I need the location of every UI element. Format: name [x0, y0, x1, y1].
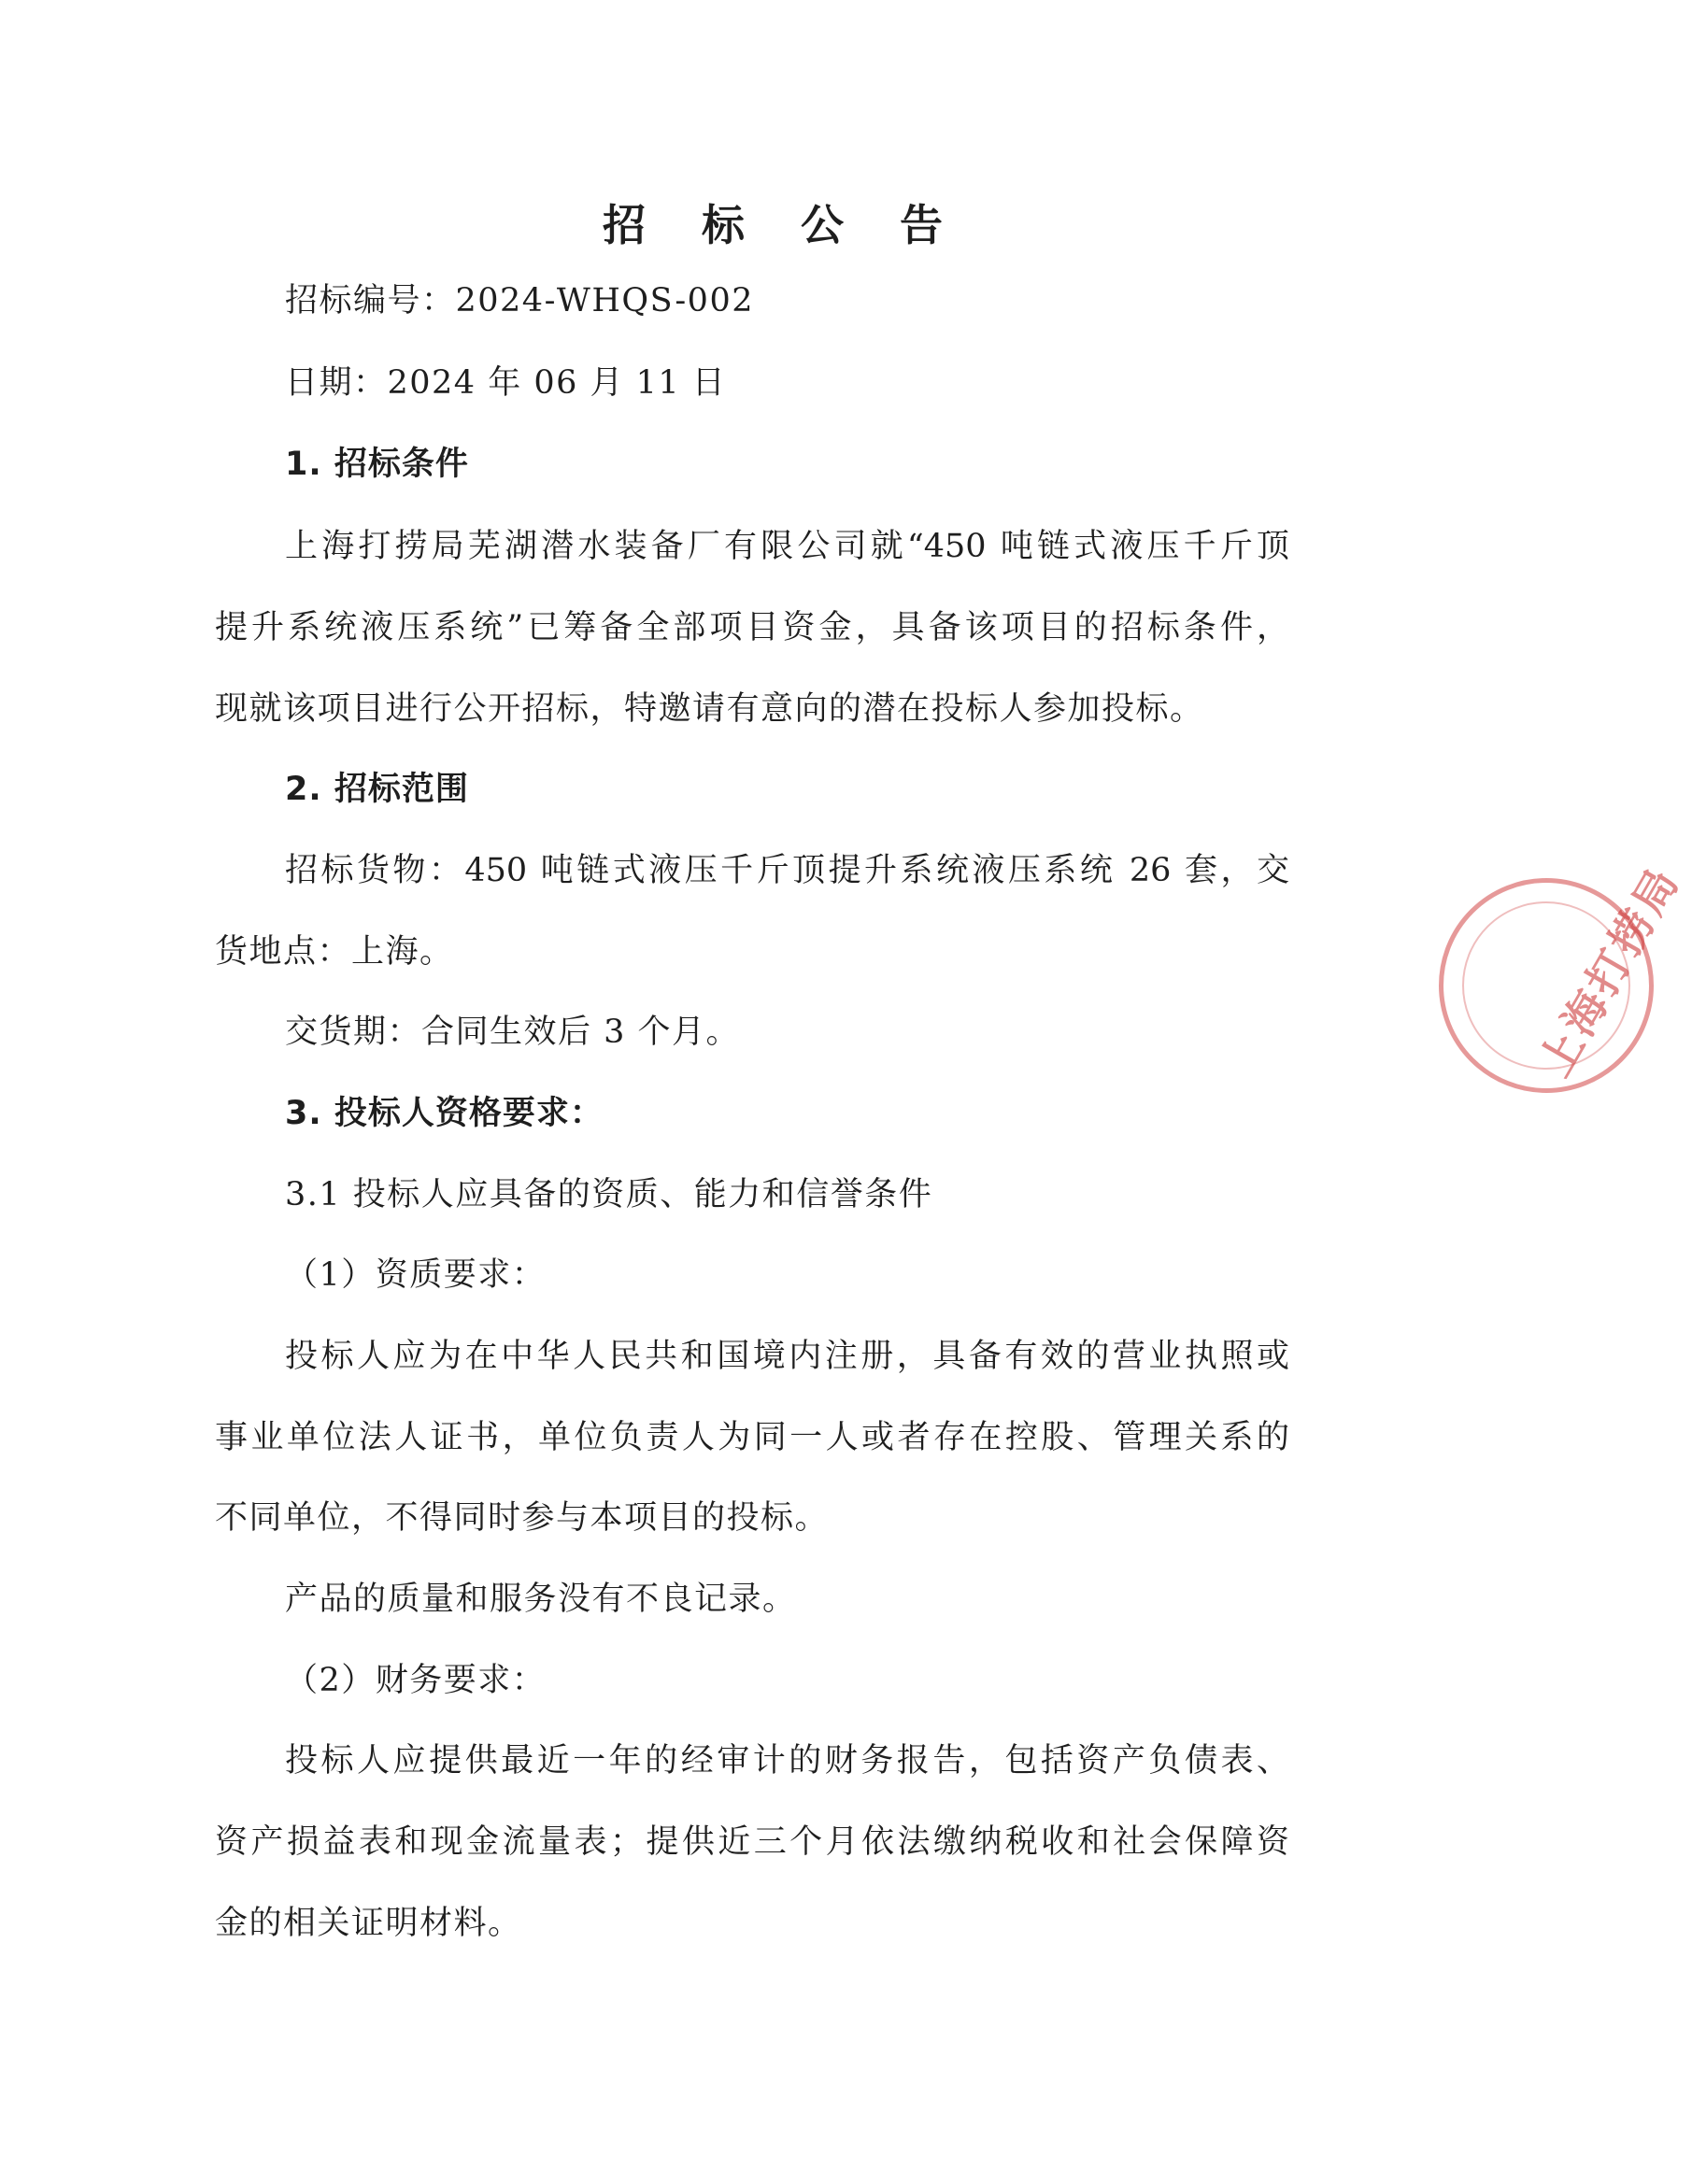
page-title: 招 标 公 告 — [602, 200, 964, 250]
paragraph-line: 上海打捞局芜湖潜水装备厂有限公司就“450 吨链式液压千斤顶 — [285, 528, 1289, 565]
paragraph-line: 交货期：合同生效后 3 个月。 — [285, 1014, 741, 1051]
paragraph-line: 不同单位，不得同时参与本项目的投标。 — [215, 1499, 830, 1537]
item-heading: （2）财务要求： — [285, 1662, 547, 1699]
announcement-date: 日期：2024 年 06 月 11 日 — [285, 364, 727, 402]
paragraph-line: 招标货物：450 吨链式液压千斤顶提升系统液压系统 26 套，交 — [285, 852, 1289, 889]
section-heading-conditions: 1. 招标条件 — [285, 446, 469, 483]
paragraph-line: 投标人应提供最近一年的经审计的财务报告，包括资产负债表、 — [285, 1742, 1289, 1780]
section-heading-qualifications: 3. 投标人资格要求： — [285, 1095, 604, 1132]
paragraph-line: 产品的质量和服务没有不良记录。 — [285, 1581, 797, 1618]
paragraph-line: 现就该项目进行公开招标，特邀请有意向的潜在投标人参加投标。 — [215, 690, 1204, 728]
seal-text: 上海打捞局 — [1528, 857, 1690, 1085]
section-heading-scope: 2. 招标范围 — [285, 771, 469, 808]
paragraph-line: 事业单位法人证书，单位负责人为同一人或者存在控股、管理关系的 — [215, 1419, 1289, 1456]
subsection-heading: 3.1 投标人应具备的资质、能力和信誉条件 — [285, 1176, 933, 1213]
paragraph-line: 投标人应为在中华人民共和国境内注册，具备有效的营业执照或 — [285, 1338, 1289, 1375]
paragraph-line: 资产损益表和现金流量表；提供近三个月依法缴纳税收和社会保障资 — [215, 1823, 1289, 1861]
paragraph-line: 金的相关证明材料。 — [215, 1905, 522, 1942]
bid-number: 招标编号：2024-WHQS-002 — [285, 282, 754, 319]
company-seal — [1439, 857, 1690, 1093]
paragraph-line: 货地点：上海。 — [215, 933, 454, 971]
paragraph-line: 提升系统液压系统”已筹备全部项目资金，具备该项目的招标条件， — [215, 609, 1289, 646]
item-heading: （1）资质要求： — [285, 1256, 547, 1294]
